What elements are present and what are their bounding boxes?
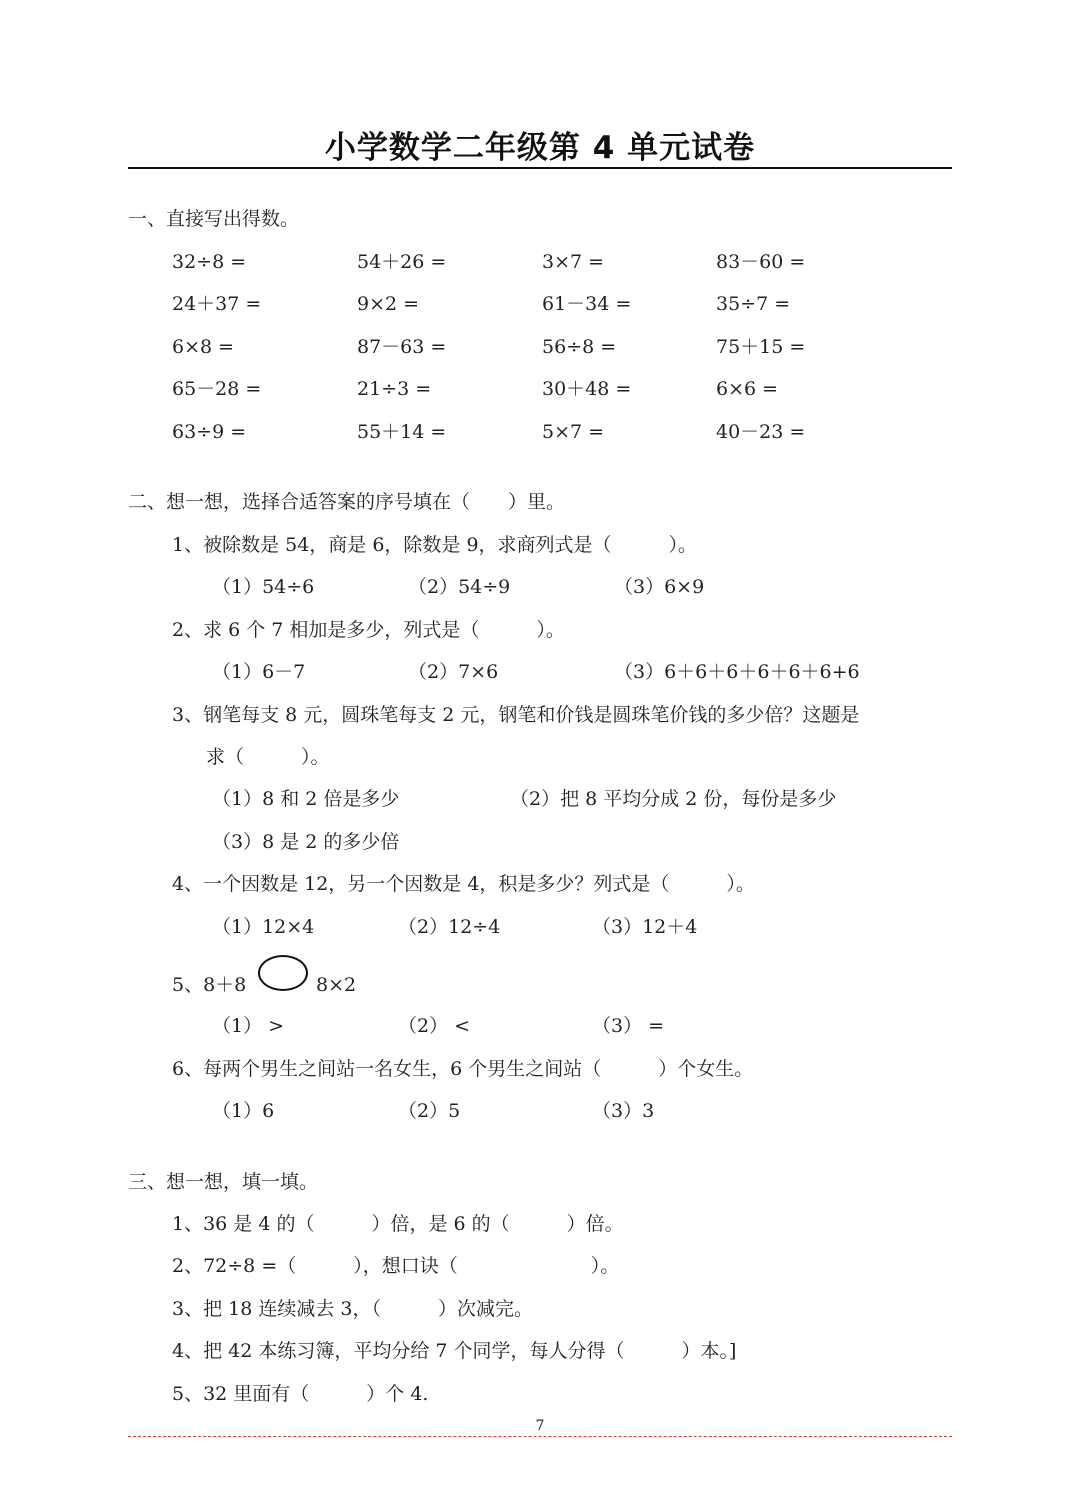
footer-divider [128, 1436, 952, 1437]
option: （3）6＋6＋6＋6＋6＋6+6 [614, 661, 860, 683]
option: （3）3 [592, 1100, 655, 1122]
option: （3）8 是 2 的多少倍 [212, 831, 400, 853]
calc-item: 3×7 = [542, 251, 605, 273]
calc-item: 6×6 = [716, 378, 779, 400]
title-underline [128, 167, 952, 169]
fill-item: 2、72÷8 =（ ），想口诀（ ）。 [172, 1255, 620, 1277]
fill-item: 1、36 是 4 的（ ）倍，是 6 的（ ）倍。 [172, 1213, 624, 1235]
calc-item: 83－60 = [716, 251, 806, 273]
fill-item: 5、32 里面有（ ）个 4. [172, 1383, 429, 1405]
option: （3）6×9 [614, 576, 705, 598]
calc-item: 40－23 = [716, 421, 806, 443]
calc-item: 65－28 = [172, 378, 262, 400]
question-1: 1、被除数是 54，商是 6，除数是 9，求商列式是（ ）。 [172, 534, 698, 556]
question-6: 6、每两个男生之间站一名女生，6 个男生之间站（ ）个女生。 [172, 1058, 754, 1080]
calc-item: 87－63 = [357, 336, 447, 358]
option: （2）把 8 平均分成 2 份，每份是多少 [510, 788, 837, 810]
question-3-cont: 求（ ）。 [206, 746, 330, 768]
section3-heading: 三、想一想，填一填。 [128, 1171, 319, 1193]
question-4: 4、一个因数是 12，另一个因数是 4，积是多少？列式是（ ）。 [172, 873, 755, 895]
option: （2）12÷4 [398, 916, 501, 938]
option: （2）7×6 [408, 661, 499, 683]
calc-item: 21÷3 = [357, 378, 432, 400]
page-number: 7 [535, 1418, 545, 1434]
option: （2）5 [398, 1100, 461, 1122]
page-title: 小学数学二年级第 4 单元试卷 [324, 130, 756, 166]
option: （1） > [212, 1015, 285, 1037]
question-5-right: 8×2 [316, 974, 357, 996]
calc-item: 6×8 = [172, 336, 235, 358]
option: （3） = [592, 1015, 665, 1037]
option: （1）12×4 [212, 916, 315, 938]
calc-item: 5×7 = [542, 421, 605, 443]
calc-item: 9×2 = [357, 293, 420, 315]
option: （2） < [398, 1015, 471, 1037]
option: （2）54÷9 [408, 576, 511, 598]
section1-heading: 一、直接写出得数。 [128, 208, 300, 230]
calc-item: 63÷9 = [172, 421, 247, 443]
section2-heading: 二、想一想，选择合适答案的序号填在（ ）里。 [128, 491, 566, 513]
calc-item: 61－34 = [542, 293, 632, 315]
calc-item: 32÷8 = [172, 251, 247, 273]
option: （3）12＋4 [592, 916, 698, 938]
option: （1）54÷6 [212, 576, 315, 598]
question-5-left: 5、8＋8 [172, 974, 247, 996]
option: （1）6－7 [212, 661, 306, 683]
calc-item: 55＋14 = [357, 421, 447, 443]
calc-item: 35÷7 = [716, 293, 791, 315]
answer-circle-icon[interactable] [258, 955, 308, 991]
calc-item: 54＋26 = [357, 251, 447, 273]
calc-item: 75＋15 = [716, 336, 806, 358]
question-2: 2、求 6 个 7 相加是多少，列式是（ ）。 [172, 619, 565, 641]
calc-item: 56÷8 = [542, 336, 617, 358]
fill-item: 4、把 42 本练习簿，平均分给 7 个同学，每人分得（ ）本。] [172, 1340, 737, 1362]
option: （1）6 [212, 1100, 275, 1122]
calc-item: 24＋37 = [172, 293, 262, 315]
calc-item: 30＋48 = [542, 378, 632, 400]
question-3: 3、钢笔每支 8 元，圆珠笔每支 2 元，钢笔和价钱是圆珠笔价钱的多少倍？这题是 [172, 704, 860, 726]
fill-item: 3、把 18 连续减去 3，（ ）次减完。 [172, 1298, 533, 1320]
option: （1）8 和 2 倍是多少 [212, 788, 400, 810]
